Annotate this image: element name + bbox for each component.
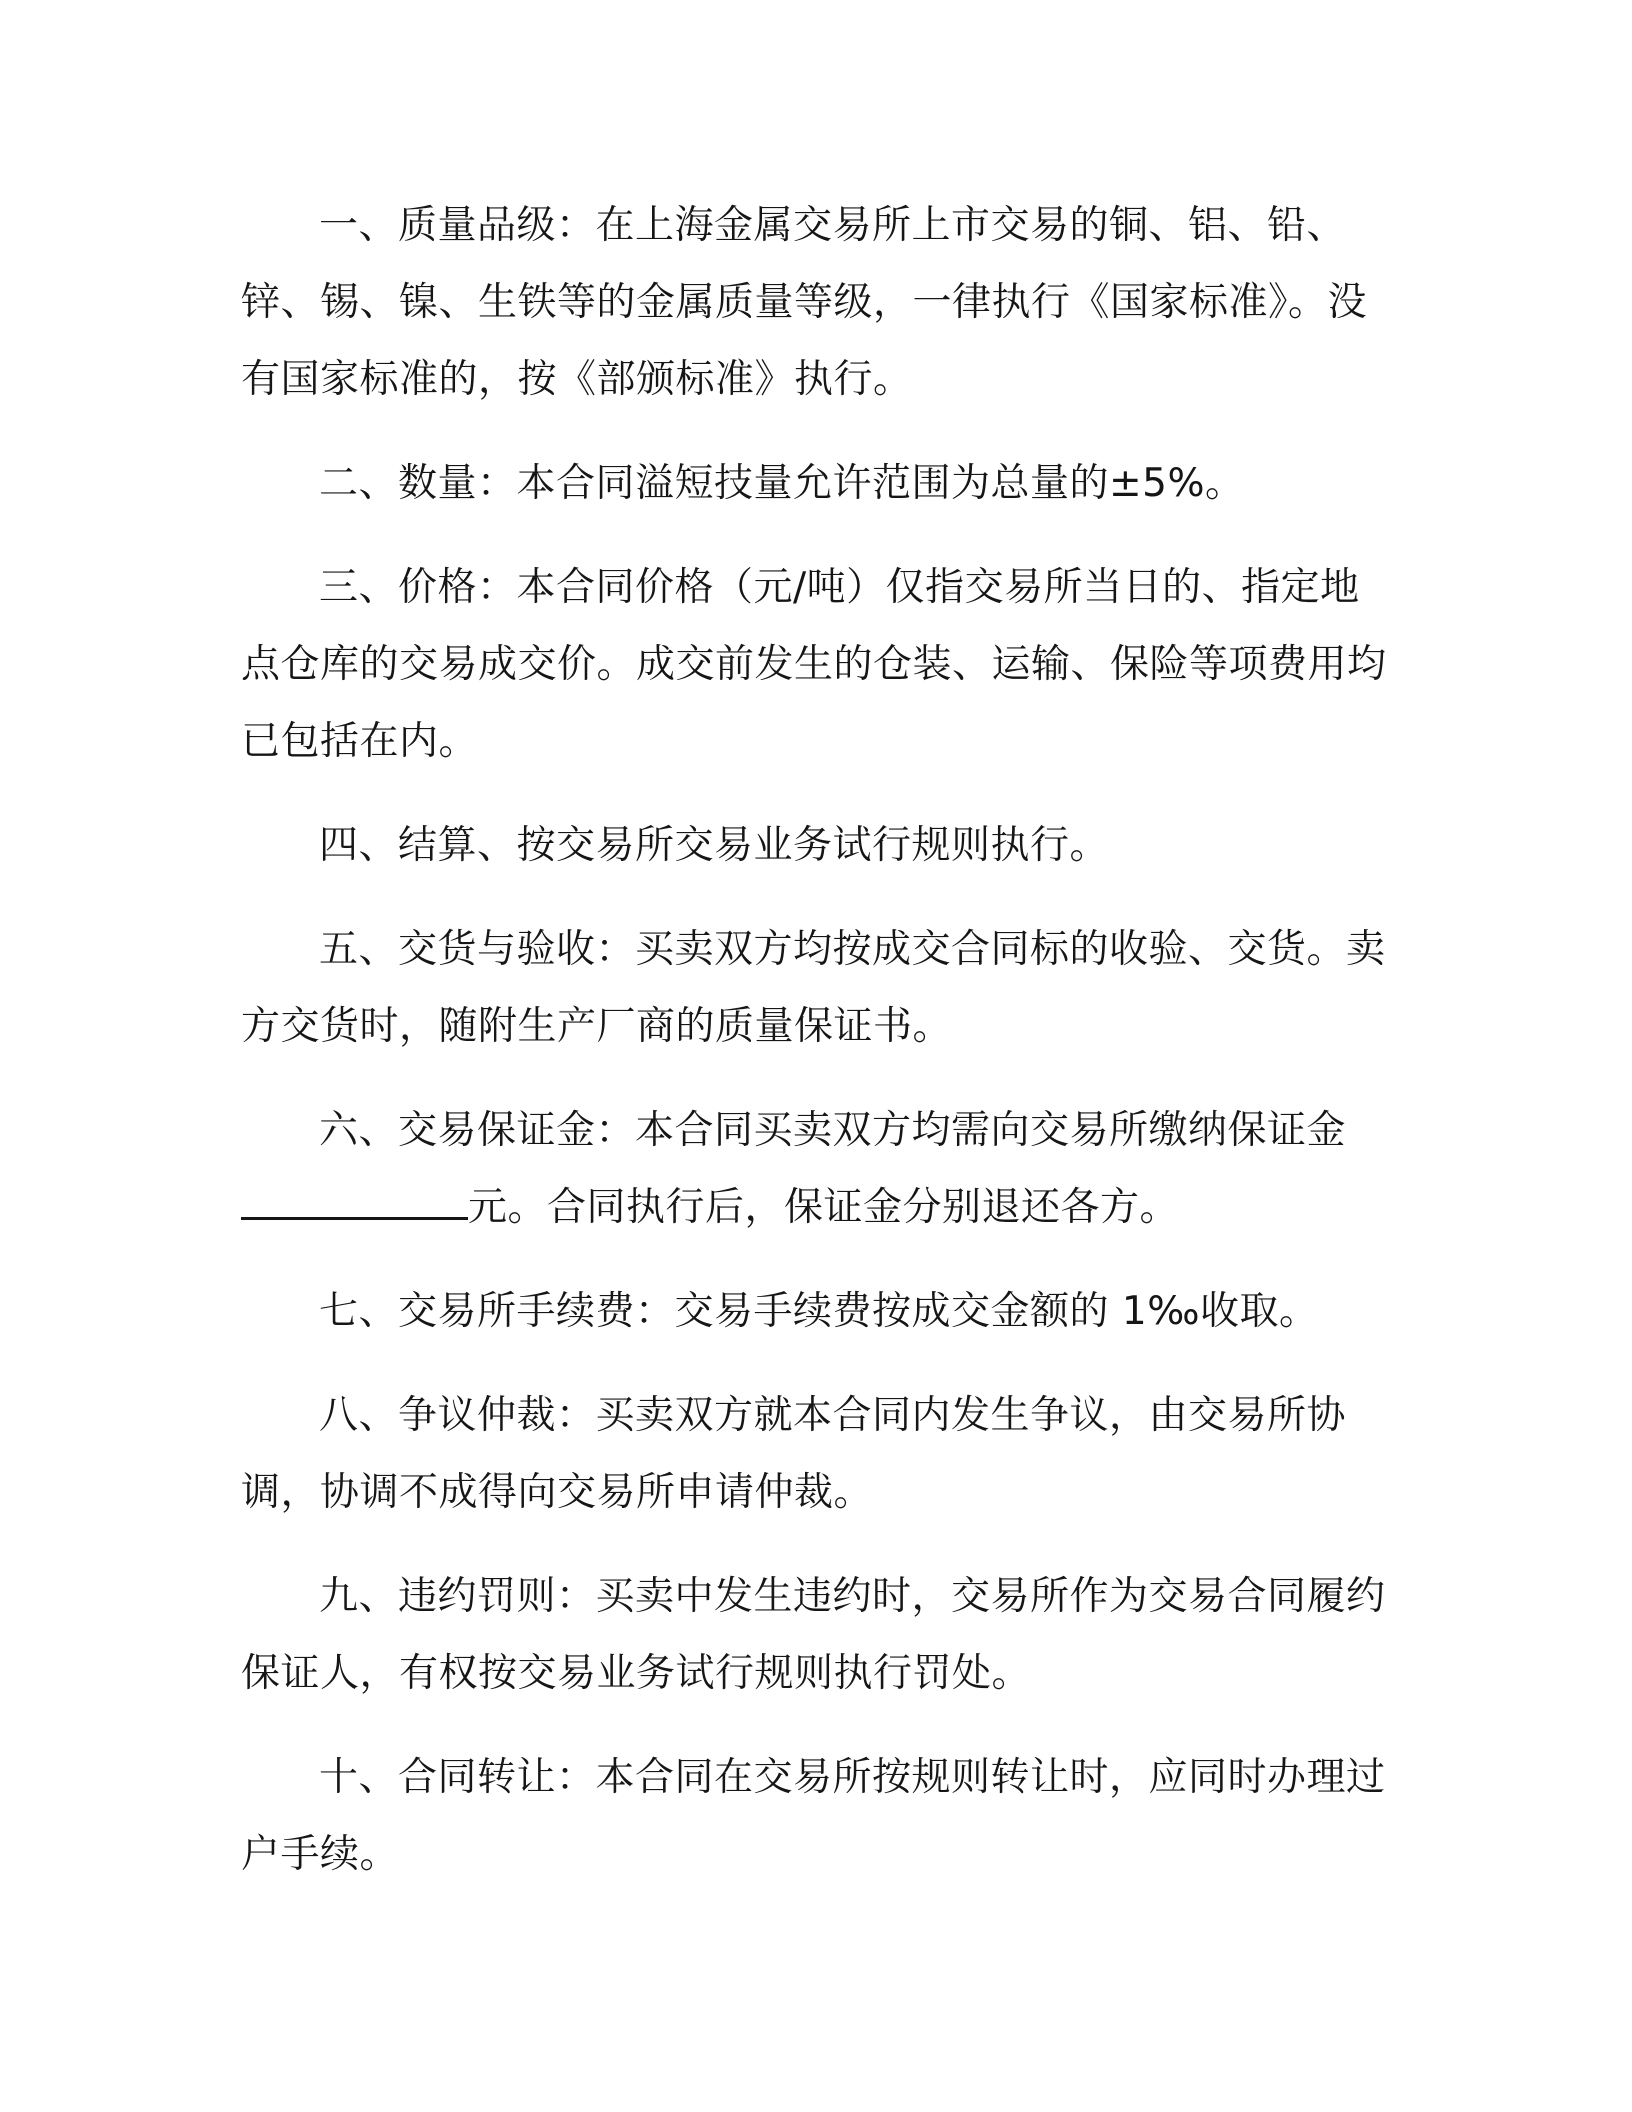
clause-price: 三、价格：本合同价格（元/吨）仅指交易所当日的、指定地点仓库的交易成交价。成交前发生的仓装、运输、保险等项费用均已包括在内。 bbox=[241, 565, 1387, 764]
clause-delivery-acceptance: 五、交货与验收：买卖双方均按成交合同标的收验、交货。卖方交货时，随附生产厂商的质量保证书。 bbox=[241, 927, 1386, 1049]
amount-blank-line bbox=[241, 1187, 468, 1220]
clause-settlement: 四、结算、按交易所交易业务试行规则执行。 bbox=[319, 823, 1110, 868]
clause-margin-deposit-tail: 元。合同执行后，保证金分别退还各方。 bbox=[468, 1185, 1180, 1230]
clause-quantity: 二、数量：本合同溢短技量允许范围为总量的±5%。 bbox=[319, 461, 1245, 506]
clause-margin-deposit-line2 bbox=[241, 1169, 1396, 1246]
clause-quality-grade: 一、质量品级：在上海金属交易所上市交易的铜、铝、铅、锌、锡、镍、生铁等的金属质量等级，一律执行《国家标准》。没有国家标准的，按《部颁标准》执行。 bbox=[241, 203, 1368, 402]
clause-contract-transfer: 十、合同转让：本合同在交易所按规则转让时，应同时办理过户手续。 bbox=[241, 1755, 1386, 1877]
clause-margin-deposit-text: 六、交易保证金：本合同买卖双方均需向交易所缴纳保证金 bbox=[319, 1108, 1347, 1153]
clause-breach-penalty: 九、违约罚则：买卖中发生违约时，交易所作为交易合同履约保证人，有权按交易业务试行规则执行罚处。 bbox=[241, 1574, 1386, 1696]
clause-dispute-arbitration: 八、争议仲裁：买卖双方就本合同内发生争议，由交易所协调，协调不成得向交易所申请仲裁。 bbox=[241, 1393, 1347, 1515]
clause-exchange-fee: 七、交易所手续费：交易手续费按成交金额的 1‰收取。 bbox=[319, 1289, 1319, 1334]
contract-terms bbox=[241, 187, 1396, 1920]
clause-margin-deposit bbox=[241, 1092, 1396, 1246]
